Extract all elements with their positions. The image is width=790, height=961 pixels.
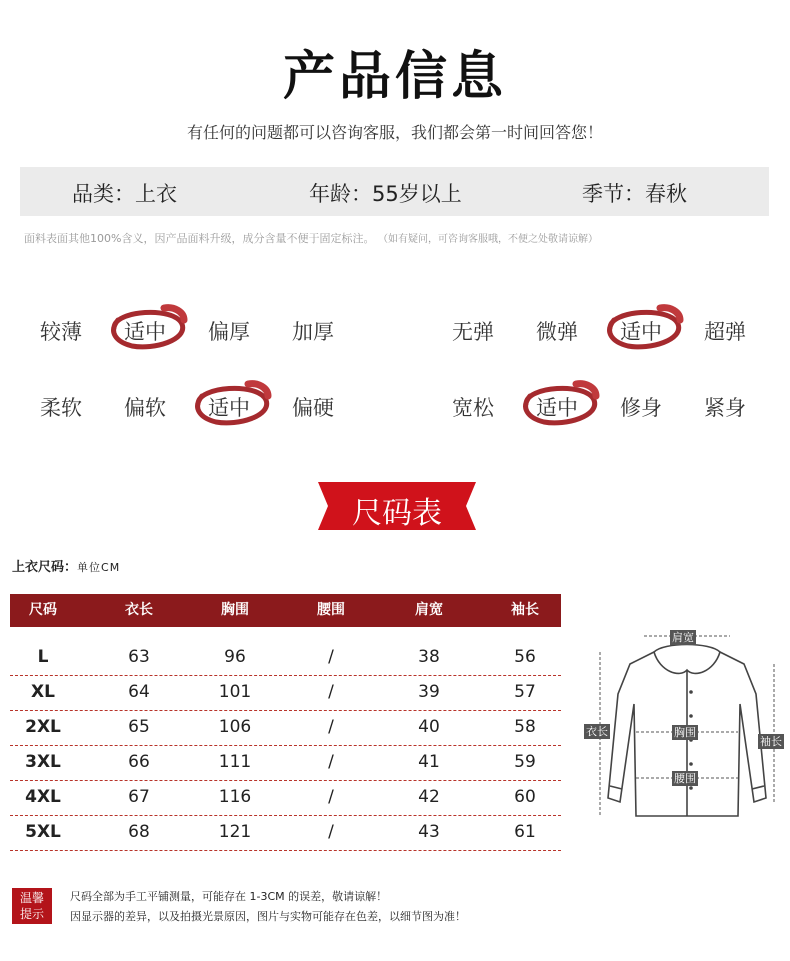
sleeve-cell: 57: [514, 682, 536, 702]
waist-cell: /: [328, 717, 334, 737]
waist-cell: /: [328, 682, 334, 702]
chest-cell: 111: [218, 752, 252, 772]
fit-option-selected: 适中: [536, 396, 578, 420]
chest-cell: 106: [218, 717, 252, 737]
waist-cell: /: [328, 752, 334, 772]
size-cell: L: [37, 647, 49, 667]
sleeve-cell: 61: [514, 822, 536, 842]
age-info: 年龄：55岁以上: [309, 182, 462, 206]
softness-option-selected: 适中: [208, 396, 250, 420]
tip-line-1: 尺码全部为手工平铺测量，可能存在 1-3CM 的误差，敬请谅解！: [70, 890, 388, 903]
table-header-cell: 胸围: [221, 602, 249, 618]
shoulder-cell: 40: [418, 717, 440, 737]
length-cell: 67: [128, 787, 150, 807]
season-info: 季节：春秋: [582, 182, 687, 206]
table-header-cell: 袖长: [511, 602, 539, 618]
table-header-cell: 衣长: [125, 602, 153, 618]
table-row: [10, 745, 561, 781]
size-unit: 单位CM: [77, 561, 121, 574]
tip-badge-line1: 温馨: [19, 891, 44, 905]
shirt-measurement-diagram: [584, 630, 790, 830]
softness-option: 柔软: [40, 396, 82, 420]
tip-badge: [12, 888, 52, 924]
table-row: [10, 710, 561, 746]
waist-cell: /: [328, 787, 334, 807]
fabric-note-small: （如有疑问，可咨询客服哦，不便之处敬请谅解）: [377, 234, 598, 245]
chest-cell: 121: [218, 822, 252, 842]
chest-cell: 116: [218, 787, 252, 807]
diagram-chest-label: 胸围: [674, 726, 696, 739]
waist-cell: /: [328, 647, 334, 667]
fit-option: 宽松: [452, 396, 494, 420]
size-table-header: [10, 594, 561, 627]
elasticity-option: 微弹: [536, 320, 578, 344]
size-chart-title: 尺码表: [352, 496, 442, 531]
sleeve-cell: 58: [514, 717, 536, 737]
sleeve-cell: 59: [514, 752, 536, 772]
thickness-option: 加厚: [292, 320, 334, 344]
thickness-option: 较薄: [40, 320, 82, 344]
shoulder-cell: 41: [418, 752, 440, 772]
length-cell: 65: [128, 717, 150, 737]
softness-option: 偏软: [124, 396, 166, 420]
length-cell: 68: [128, 822, 150, 842]
size-cell: 3XL: [25, 752, 61, 772]
table-row: [10, 815, 561, 851]
fabric-note: [24, 230, 598, 246]
table-header-cell: 肩宽: [415, 602, 443, 618]
waist-cell: /: [328, 822, 334, 842]
table-header-cell: 尺码: [29, 602, 57, 618]
shoulder-cell: 39: [418, 682, 440, 702]
table-row: [10, 640, 561, 676]
length-cell: 66: [128, 752, 150, 772]
sleeve-cell: 56: [514, 647, 536, 667]
table-header-cell: 腰围: [317, 602, 345, 618]
page-subtitle: 有任何的问题都可以咨询客服，我们都会第一时间回答您！: [186, 123, 603, 142]
chest-cell: 101: [218, 682, 252, 702]
length-cell: 63: [128, 647, 150, 667]
fabric-note-main: 面料表面其他100%含义，因产品面料升级，成分含量不便于固定标注。: [24, 232, 375, 245]
length-cell: 64: [128, 682, 150, 702]
size-cell: XL: [31, 682, 55, 702]
sleeve-cell: 60: [514, 787, 536, 807]
size-label-text: 上衣尺码：: [12, 560, 78, 575]
softness-option: 偏硬: [292, 396, 334, 420]
table-row: [10, 675, 561, 711]
diagram-sleeve-label: 袖长: [760, 735, 782, 748]
fit-option: 修身: [620, 396, 662, 420]
page-title: 产品信息: [282, 46, 507, 107]
thickness-option-selected: 适中: [124, 320, 166, 344]
category-info: 品类：上衣: [72, 182, 177, 206]
elasticity-option: 无弹: [452, 320, 494, 344]
table-row: [10, 780, 561, 816]
elasticity-option-selected: 适中: [620, 320, 662, 344]
size-cell: 5XL: [25, 822, 61, 842]
shoulder-cell: 42: [418, 787, 440, 807]
size-section-label: [12, 556, 120, 575]
thickness-option: 偏厚: [208, 320, 250, 344]
info-bar: [20, 167, 769, 216]
size-cell: 2XL: [25, 717, 61, 737]
diagram-shoulder-label: 肩宽: [672, 631, 694, 644]
elasticity-option: 超弹: [704, 320, 746, 344]
diagram-waist-label: 腰围: [674, 772, 696, 785]
chest-cell: 96: [224, 647, 246, 667]
diagram-length-label: 衣长: [586, 725, 608, 738]
size-cell: 4XL: [25, 787, 61, 807]
fit-option: 紧身: [704, 396, 746, 420]
shoulder-cell: 43: [418, 822, 440, 842]
tip-line-2: 因显示器的差异，以及拍摄光景原因，图片与实物可能存在色差，以细节图为准！: [70, 910, 466, 923]
shoulder-cell: 38: [418, 647, 440, 667]
tip-badge-line2: 提示: [19, 907, 44, 921]
